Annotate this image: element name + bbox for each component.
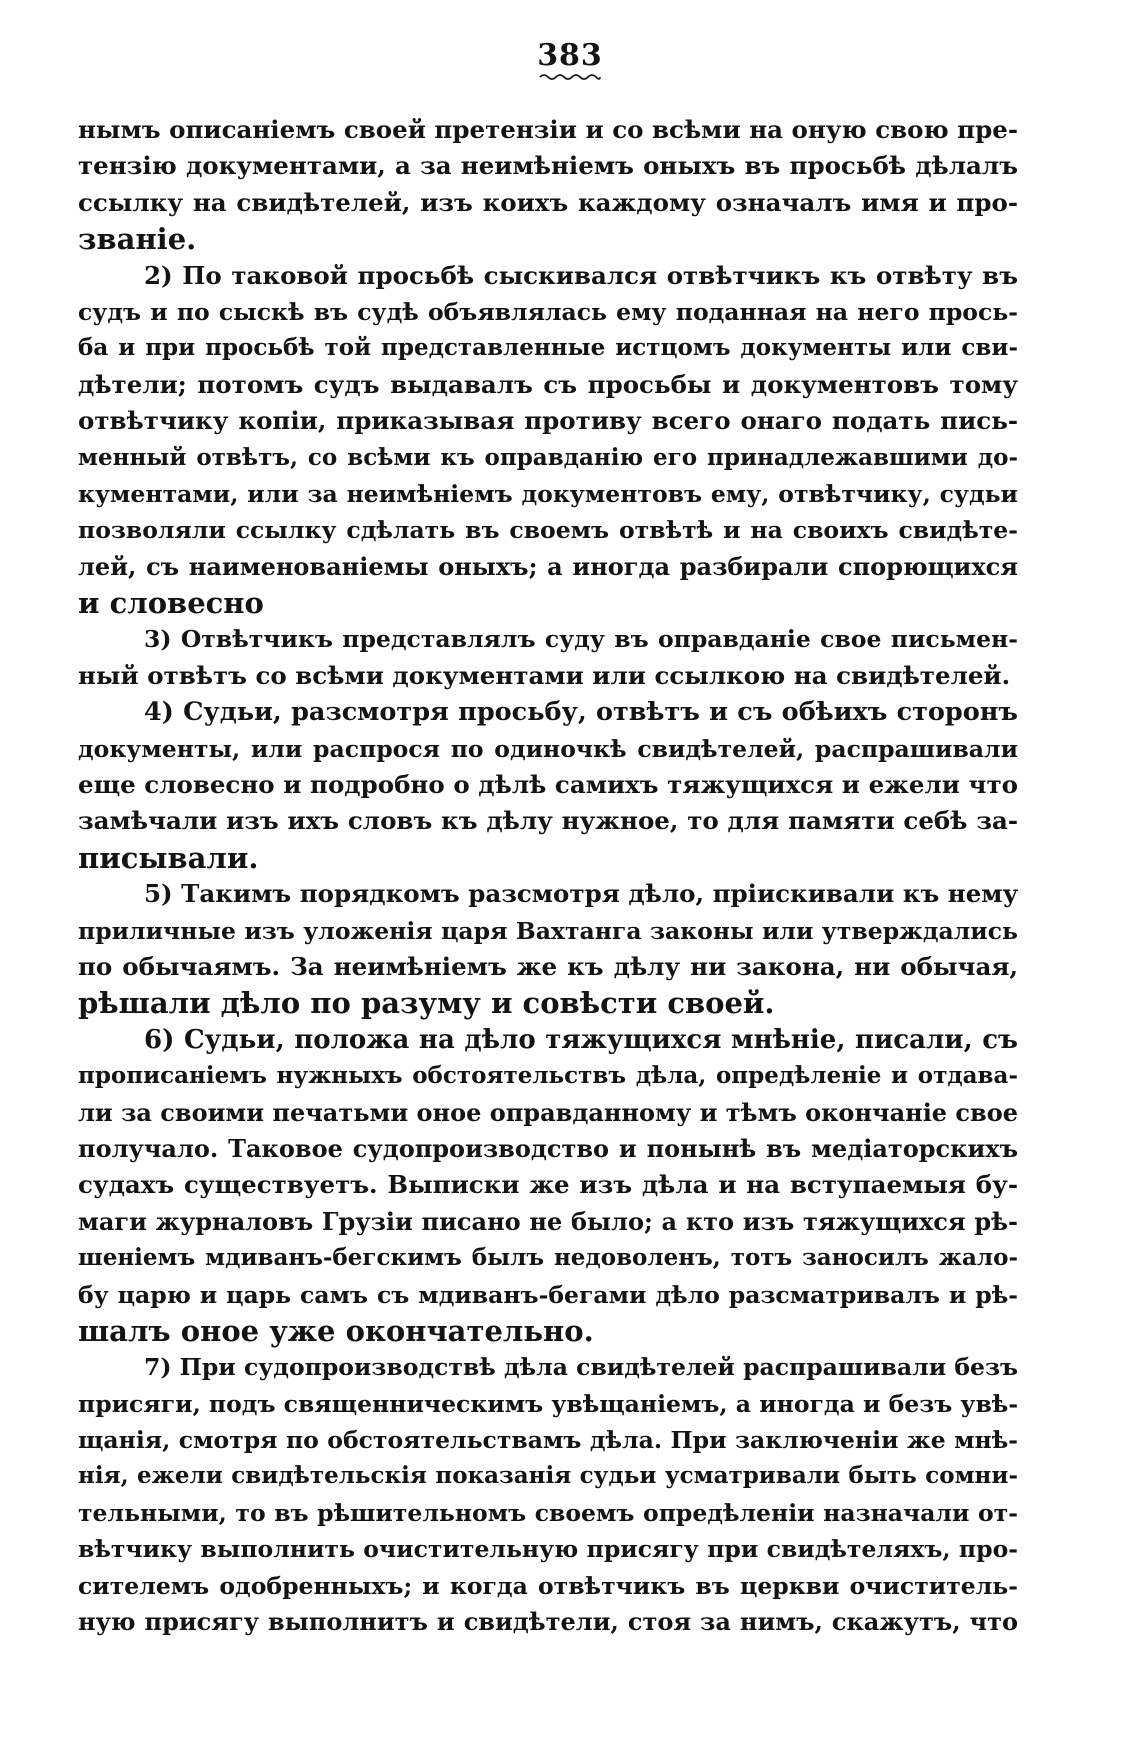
text-line: 7) При судопроизводствѣ дѣла свидѣтелей распрашивали безъ [144,1353,1018,1382]
text-line: и словесно [78,586,264,621]
text-line: замѣчали изъ ихъ словъ къ дѣлу нужное, то для памяти себѣ за- [78,806,1018,836]
text-line: нія, ежели свидѣтельскія показанія судьи усматривали быть сомни- [78,1462,1018,1490]
page-number-text: 383 [537,38,603,73]
text-line: по обычаямъ. За неимѣніемъ же къ дѣлу ни закона, ни обычая, [78,951,1018,981]
text-line: присяги, подъ священническимъ увѣщаніемъ, а иногда и безъ увѣ- [78,1389,1018,1418]
text-line: кументами, или за неимѣніемъ документовъ ему, отвѣтчику, судьи [78,479,1018,508]
text-line: вѣтчику выполнить очистительную присягу при свидѣтеляхъ, про- [78,1535,1018,1564]
text-line: сителемъ одобренныхъ; и когда отвѣтчикъ въ церкви очиститель- [78,1571,1018,1600]
text-line: ную присягу выполнитъ и свидѣтели, стоя за нимъ, скажутъ, что [78,1607,1018,1637]
text-line: званіе. [78,222,197,257]
text-line: дѣтели; потомъ судъ выдавалъ съ просьбы и документовъ тому [78,369,1018,399]
text-line: рѣшали дѣло по разуму и совѣсти своей. [78,986,775,1021]
text-line: получало. Таковое судопроизводство и понынѣ въ медіаторскихъ [78,1133,1018,1163]
text-line: 3) Отвѣтчикъ представлялъ суду въ оправданіе свое письмен- [144,625,1018,654]
text-line: отвѣтчику копіи, приказывая противу всего онаго подать пись- [78,406,1018,436]
text-line: щанія, смотря по обстоятельствамъ дѣла. При заключеніи же мнѣ- [78,1426,1018,1455]
text-line: шалъ оное уже окончательно. [78,1313,594,1348]
text-line: менный отвѣтъ, со всѣми къ оправданію его принадлежавшими до- [78,443,1018,471]
page-number [0,38,1140,81]
text-line: тензію документами, а за неимѣніемъ оныхъ въ просьбѣ дѣлалъ [78,151,1018,181]
text-line: еще словесно и подробно о дѣлѣ самихъ тяжущихся и ежели что [78,770,1018,800]
text-line: бу царю и царь самъ съ мдиванъ-бегами дѣло разсматривалъ и рѣ- [78,1280,1018,1309]
text-line: писывали. [78,840,259,875]
text-line: тельными, то въ рѣшительномъ своемъ опредѣленіи назначали от- [78,1498,1018,1527]
page-number-flourish [538,73,602,81]
text-line: прописаніемъ нужныхъ обстоятельствъ дѣла, опредѣленіе и отдава- [78,1062,1018,1090]
text-line: 2) По таковой просьбѣ сыскивался отвѣтчикъ къ отвѣту въ [144,260,1018,290]
text-line: 5) Такимъ порядкомъ разсмотря дѣло, пріискивали къ нему [144,879,1018,909]
text-line: нымъ описаніемъ своей претензіи и со всѣми на оную свою пре- [78,115,1018,144]
text-line: приличные изъ уложенія царя Вахтанга законы или утверждались [78,916,1018,945]
body-text [78,112,1018,1640]
text-line: маги журналовъ Грузіи писано не было; а кто изъ тяжущихся рѣ- [78,1206,1018,1236]
text-line: ный отвѣтъ со всѣми документами или ссылкою на свидѣтелей. [78,660,1011,690]
text-line: лей, съ наименованіемы оныхъ; а иногда разбирали спорющихся [78,551,1018,581]
text-line: ли за своими печатьми оное оправданному и тѣмъ окончаніе свое [78,1097,1018,1127]
text-line: шеніемъ мдиванъ-бегскимъ былъ недоволенъ, тотъ заносилъ жало- [78,1244,1018,1272]
text-line: 4) Судьи, разсмотря просьбу, отвѣтъ и съ обѣихъ сторонъ [144,697,1018,728]
text-line: ссылку на свидѣтелей, изъ коихъ каждому означалъ имя и про- [78,187,1018,217]
text-line: судахъ существуетъ. Выписки же изъ дѣла и на вступаемыя бу- [78,1170,1018,1200]
text-line: документы, или распрося по одиночкѣ свидѣтелей, распрашивали [78,734,1018,763]
text-line: судъ и по сыскѣ въ судѣ объявлялась ему поданная на него прось- [78,297,1018,326]
text-line: позволяли ссылку сдѣлать въ своемъ отвѣтѣ и на своихъ свидѣте- [78,516,1018,545]
text-line: 6) Судьи, положа на дѣло тяжущихся мнѣніе, писали, съ [144,1024,1018,1055]
text-line: ба и при просьбѣ той представленные истцомъ документы или сви- [78,334,1018,362]
